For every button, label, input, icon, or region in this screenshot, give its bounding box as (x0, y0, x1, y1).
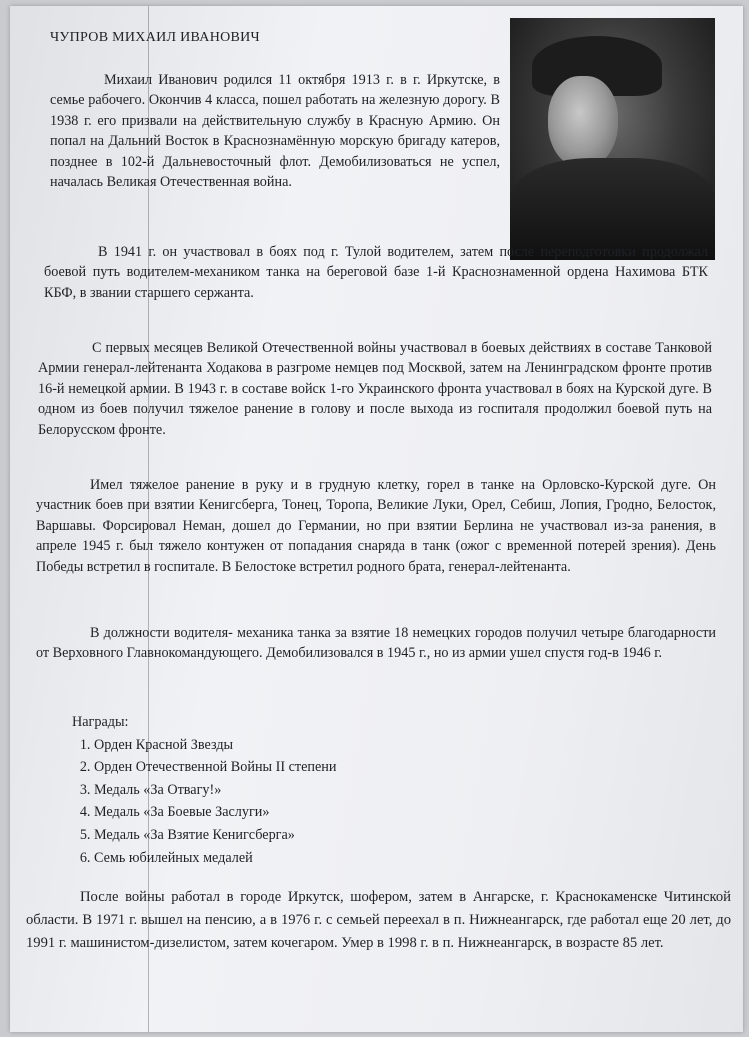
biography-paragraph-3: С первых месяцев Великой Отечественной войны участвовал в боевых действиях в составе Танковой Армии генерал-лейтенанта Ходакова в разгроме немцев под Москвой, затем на Ленинградском фронте против 16-й немецкой армии. В 1943 г. в составе войск 1-го Украинского фронта участвовал в боях на Курской дуге. В одном из боев получил тяжелое ранение в голову и после выхода из госпиталя продолжил боевой путь на Белорусском фронте. (38, 340, 712, 438)
award-item: 4. Медаль «За Боевые Заслуги» (94, 801, 337, 824)
biography-paragraph-6: После войны работал в городе Иркутск, шофером, затем в Ангарске, г. Краснокаменске Читинской области. В 1971 г. вышел на пенсию, а в 1976 г. с семьей переехал в п. Нижнеангарск, где работал еще 20 лет, до 1991 г. машинистом-дизелистом, затем кочегаром. Умер в 1998 г. в п. Нижнеангарск, в возрасте 85 лет. (26, 889, 731, 951)
award-item: 5. Медаль «За Взятие Кенигсберга» (94, 824, 337, 847)
photo-face (548, 76, 618, 168)
biography-paragraph-4: Имел тяжелое ранение в руку и в грудную клетку, горел в танке на Орловско-Курской дуге. Он участник боев при взятии Кенигсберга, Тонец, Торопа, Великие Луки, Орел, Себиш, Лопия, Гродно, Белосток, Варшавы. Форсировал Неман, дошел до Германии, но при взятии Берлина не участвовал из-за ранения, в апреле 1945 г. был тяжело контужен от попадания снаряда в танк (ожог с временной потерей зрения). День Победы встретил в госпитале. В Белостоке встретил родного брата, генерал-лейтенанта. (36, 477, 716, 575)
document-title: ЧУПРОВ МИХАИЛ ИВАНОВИЧ (50, 30, 260, 45)
biography-paragraph-5: В должности водителя- механика танка за взятие 18 немецких городов получил четыре благодарности от Верховного Главнокомандующего. Демобилизовался в 1945 г., но из армии ушел спустя год-в 1946 г. (36, 625, 716, 662)
award-item: 1. Орден Красной Звезды (94, 734, 337, 757)
biography-paragraph-2: В 1941 г. он участвовал в боях под г. Тулой водителем, затем после переподготовки продолжал боевой путь водителем-механиком танка на береговой базе 1-й Краснознаменной ордена Нахимова БТК КБФ, в звании старшего сержанта. (44, 244, 708, 301)
document-page (10, 6, 743, 1032)
awards-heading: Награды: (72, 714, 129, 730)
awards-section (72, 711, 337, 869)
award-item: 3. Медаль «За Отвагу!» (94, 779, 337, 802)
award-item: 6. Семь юбилейных медалей (94, 847, 337, 870)
biography-paragraph-1: Михаил Иванович родился 11 октября 1913 г. в г. Иркутске, в семье рабочего. Окончив 4 класса, пошел работать на железную дорогу. В 1938 г. его призвали на действительную службу в Красную Армию. Он попал на Дальний Восток в Краснознамённую морскую бригаду катеров, позднее в 102-й Дальневосточный флот. Демобилизоваться не успел, началась Великая Отечественная война. (50, 72, 500, 191)
award-item: 2. Орден Отечественной Войны II степени (94, 756, 337, 779)
portrait-photo (510, 18, 715, 260)
awards-list (72, 734, 337, 870)
